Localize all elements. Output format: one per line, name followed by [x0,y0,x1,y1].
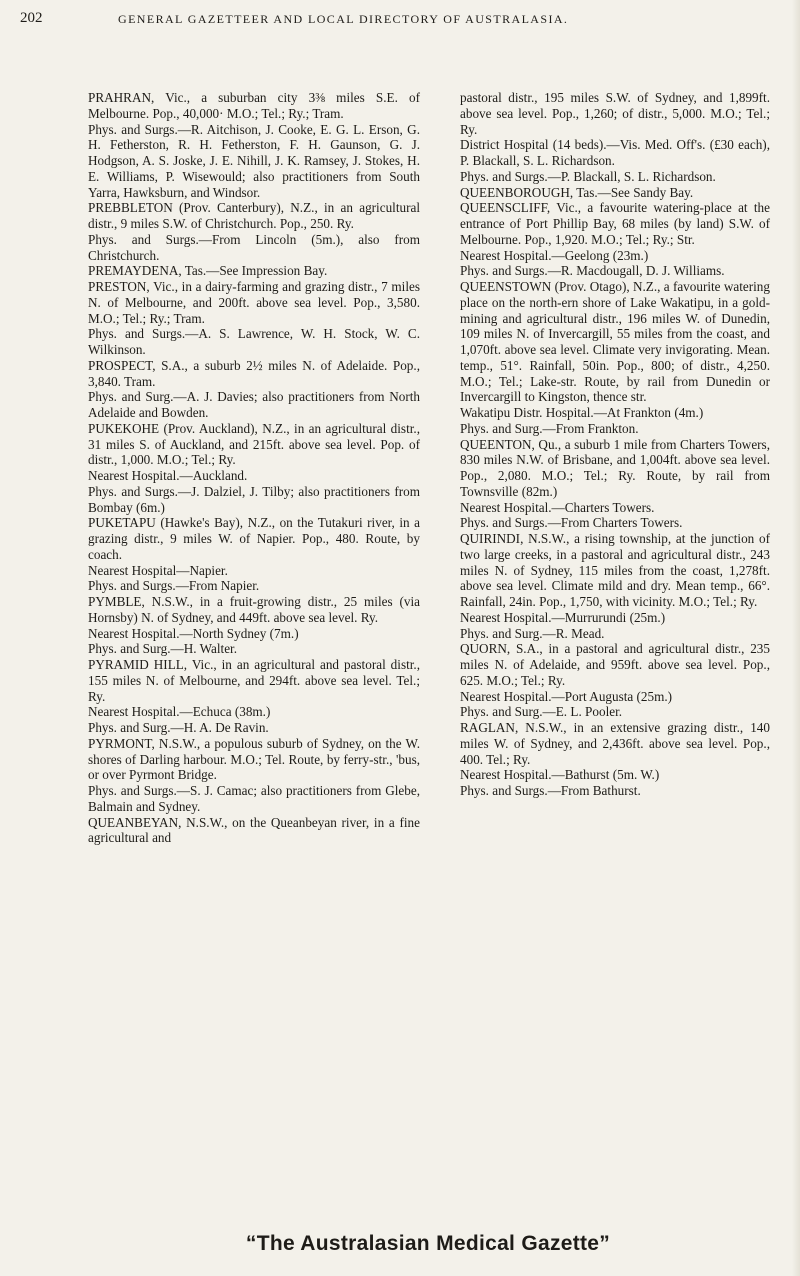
directory-entry: Phys. and Surgs.—R. Macdougall, D. J. Williams. [460,263,725,279]
directory-entry: Nearest Hospital.—Auckland. [88,468,248,483]
directory-entry: Phys. and Surgs.—From Charters Towers. [460,515,683,531]
directory-entry: QUEENTON, Qu., a suburb 1 mile from Charters Towers, 830 miles N.W. of Brisbane, and 1,004ft. above sea level. Pop., 2,080. M.O.; Tel.; Ry. Route, by rail from Townsville (82m.) [460,436,770,499]
directory-entry: Phys. and Surgs.—From Bathurst. [460,783,641,798]
directory-entry: Phys. and Surgs.—S. J. Camac; also practitioners from Glebe, Balmain and Sydney. [88,783,420,814]
right-column [460,90,770,799]
directory-entry: Phys. and Surg.—H. Walter. [88,641,238,657]
directory-entry: Phys. and Surgs.—From Lincoln (5m.), also from Christchurch. [88,231,420,263]
directory-entry: QUEENSCLIFF, Vic., a favourite watering-place at the entrance of Port Phillip Bay, 68 miles (by land) S.W. of Melbourne. Pop., 1,920. M.O.; Tel.; Ry.; Str. [460,200,770,247]
directory-entry: Phys. and Surgs.—R. Aitchison, J. Cooke, E. G. L. Erson, G. H. Fetherston, R. H. Fetherston, F. H. Gaunson, G. J. Hodgson, A. S. Joske, J. E. Nihill, J. K. Ramsey, J. Stokes, H. E. Williams, P. Wisewould; also practitioners from South Yarra, Hawksburn, and Windsor. [88,121,420,200]
directory-entry: PYRMONT, N.S.W., a populous suburb of Sydney, on the W. shores of Darling harbour. M.O.; Tel. Route, by ferry-str., 'bus, or over Pyrmont Bridge. [88,735,420,783]
directory-entry: Nearest Hospital.—Port Augusta (25m.) [460,688,673,704]
directory-entry: PREMAYDENA, Tas.—See Impression Bay. [88,263,328,279]
directory-entry: Phys. and Surgs.—A. S. Lawrence, W. H. Stock, W. C. Wilkinson. [88,326,420,357]
directory-entry: PROSPECT, S.A., a suburb 2½ miles N. of Adelaide. Pop., 3,840. Tram. [88,357,420,389]
directory-entry: Phys. and Surgs.—From Napier. [88,578,260,594]
directory-entry: District Hospital (14 beds).—Vis. Med. Off's. (£30 each), P. Blackall, S. L. Richardson. [460,137,770,168]
directory-entry: QUEENSTOWN (Prov. Otago), N.Z., a favourite watering place on the north-ern shore of Lake Wakatipu, in a gold-mining and agricultural distr., 196 miles W. of Dunedin, 109 miles N. of Invercargill, 55 miles from the coast, and 1,070ft. above sea level. Climate very invigorating. Mean. temp., 51°. Rainfall, 50in. Pop., 800; of distr., 4,250. M.O.; Tel.; Lake-str. Route, by rail from Dunedin or Invercargill to Kingston, thence str. [460,279,770,405]
directory-entry: RAGLAN, N.S.W., in an extensive grazing distr., 140 miles W. of Sydney, and 2,436ft. above sea level. Pop., 400. Tel.; Ry. [460,720,770,767]
page-header [20,10,780,34]
footer-banner: “The Australasian Medical Gazette” [245,1232,611,1255]
directory-entry: PYRAMID HILL, Vic., in an agricultural and pastoral distr., 155 miles N. of Melbourne, and 294ft. above sea level. Tel.; Ry. [88,657,420,704]
directory-entry: PYMBLE, N.S.W., in a fruit-growing distr., 25 miles (via Hornsby) N. of Sydney, and 449ft. above sea level. Ry. [88,594,420,625]
directory-entry: Nearest Hospital.—Bathurst (5m. W.) [460,767,660,783]
directory-entry: PUKEKOHE (Prov. Auckland), N.Z., in an agricultural distr., 31 miles S. of Auckland, and 215ft. above sea level. Pop. of distr., 1,000. M.O.; Tel.; Ry. [88,420,420,468]
directory-entry: QUEENBOROUGH, Tas.—See Sandy Bay. [460,184,694,200]
directory-entry: Phys. and Surg.—E. L. Pooler. [460,704,623,720]
directory-entry: PRESTON, Vic., in a dairy-farming and grazing distr., 7 miles N. of Melbourne, and 200ft. above sea level. Pop., 3,580. M.O.; Tel.; Ry.; Tram. [88,279,420,326]
left-column [88,90,420,846]
directory-entry: Nearest Hospital.—Geelong (23m.) [460,247,649,263]
directory-entry: Wakatipu Distr. Hospital.—At Frankton (4m.) [460,405,704,420]
directory-entry: Phys. and Surg.—R. Mead. [460,625,605,641]
directory-entry: PRAHRAN, Vic., a suburban city 3⅜ miles S.E. of Melbourne. Pop., 40,000· M.O.; Tel.; Ry.; Tram. [88,90,420,121]
running-head: GENERAL GAZETTEER AND LOCAL DIRECTORY OF AUSTRALASIA. [118,12,569,26]
page-edge [792,0,800,1276]
directory-entry: Nearest Hospital.—Murrurundi (25m.) [460,609,666,625]
directory-entry: Phys. and Surg.—From Frankton. [460,420,639,436]
directory-entry: Phys. and Surg.—H. A. De Ravin. [88,720,269,735]
directory-entry: PREBBLETON (Prov. Canterbury), N.Z., in an agricultural distr., 9 miles S.W. of Christchurch. Pop., 250. Ry. [88,200,420,231]
directory-entry: Nearest Hospital.—Echuca (38m.) [88,704,271,720]
page-number: 202 [20,10,43,26]
directory-entry: PUKETAPU (Hawke's Bay), N.Z., on the Tutakuri river, in a grazing distr., 9 miles W. of Napier. Pop., 480. Route, by coach. [88,515,420,562]
directory-entry: QUEANBEYAN, N.S.W., on the Queanbeyan river, in a fine agricultural and [88,814,420,846]
directory-entry: Phys. and Surg.—A. J. Davies; also practitioners from North Adelaide and Bowden. [88,389,420,420]
directory-entry: Nearest Hospital.—Charters Towers. [460,499,655,515]
directory-entry: Phys. and Surgs.—J. Dalziel, J. Tilby; also practitioners from Bombay (6m.) [88,483,420,515]
directory-entry: Phys. and Surgs.—P. Blackall, S. L. Richardson. [460,168,716,184]
directory-entry: Nearest Hospital—Napier. [88,562,228,578]
directory-entry: pastoral distr., 195 miles S.W. of Sydney, and 1,899ft. above sea level. Pop., 1,260; of distr., 5,000. M.O.; Tel.; Ry. [460,90,770,137]
directory-entry: Nearest Hospital.—North Sydney (7m.) [88,625,299,641]
directory-entry: QUIRINDI, N.S.W., a rising township, at the junction of two large creeks, in a pastoral and agricultural distr., 243 miles N. of Sydney, 115 miles from the coast, 1,278ft. above sea level. Climate mild and dry. Mean temp., 66°. Rainfall, 24in. Pop., 1,750, with vicinity. M.O.; Tel.; Ry. [460,531,770,609]
directory-entry: QUORN, S.A., in a pastoral and agricultural distr., 235 miles N. of Adelaide, and 959ft. above sea level. Pop., 625. M.O.; Tel.; Ry. [460,641,770,688]
